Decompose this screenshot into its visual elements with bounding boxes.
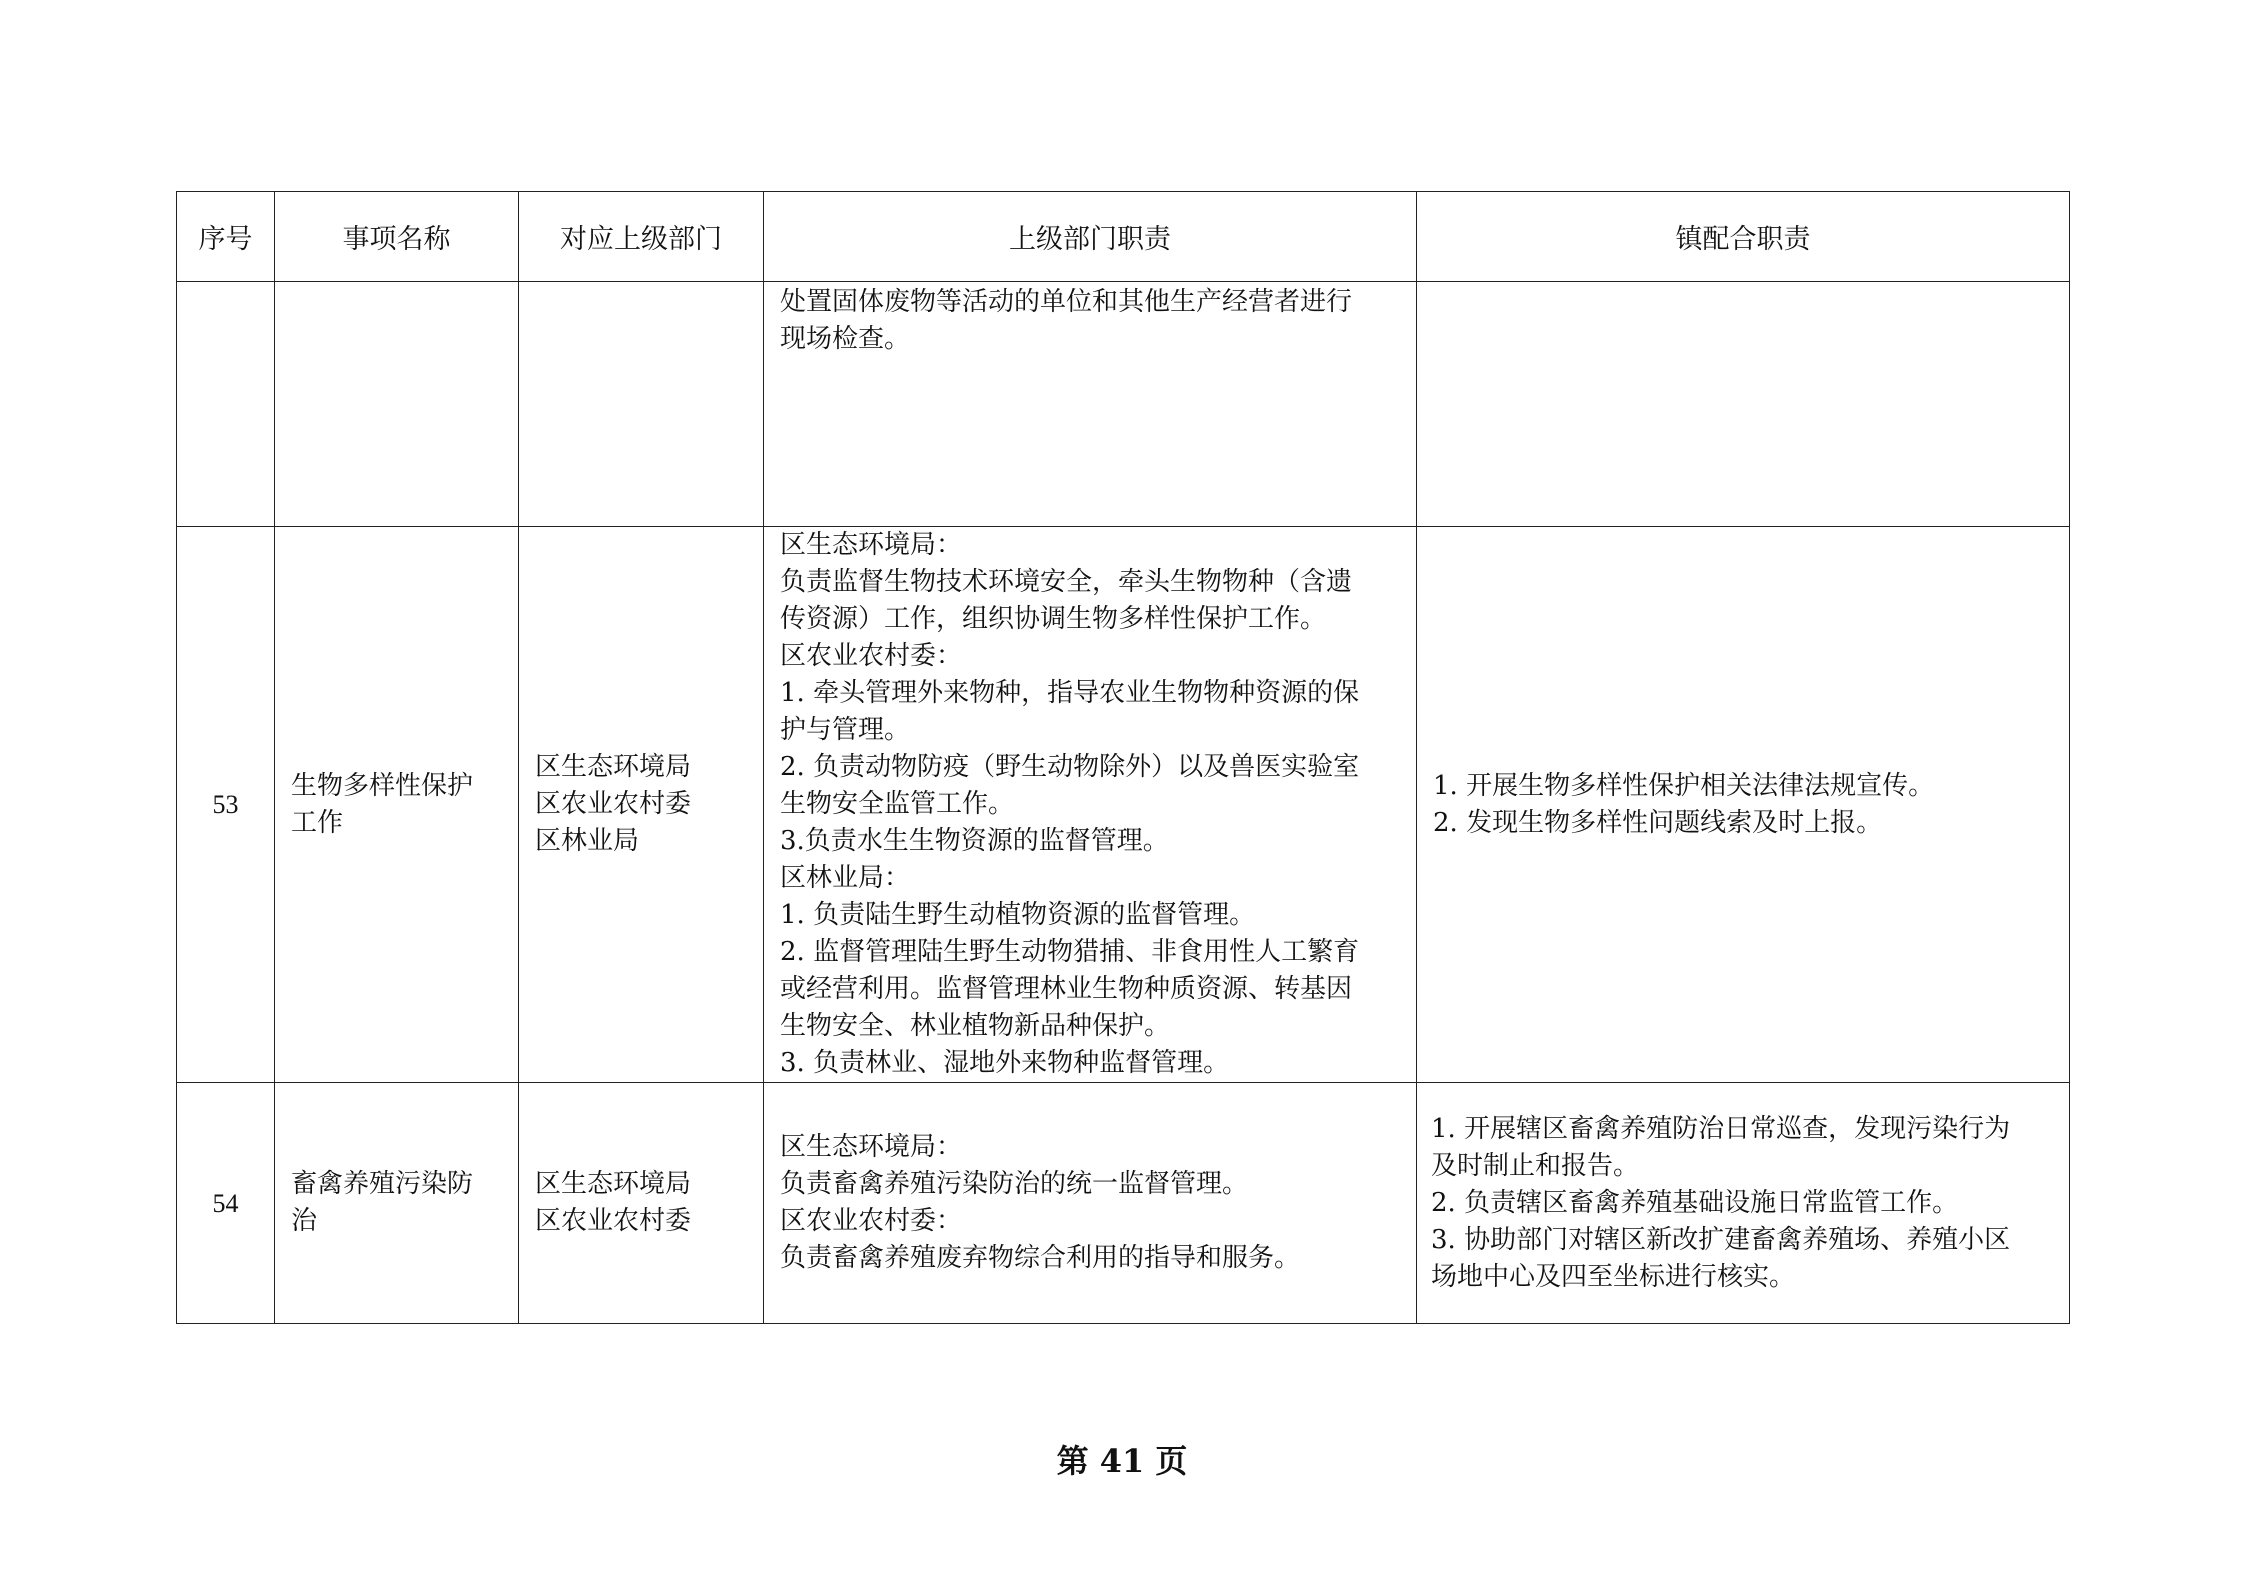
duty-line: 区生态环境局： (780, 1132, 963, 1162)
duty-line: 现场检查。 (780, 324, 911, 354)
town-duty-line: 1. 开展辖区畜禽养殖防治日常巡查，发现污染行为 (1431, 1113, 2011, 1144)
town-duty-line: 2. 负责辖区畜禽养殖基础设施日常监管工作。 (1431, 1187, 1959, 1218)
department-line: 区生态环境局 (535, 752, 692, 782)
header-item-name: 事项名称 (275, 192, 519, 282)
row-department-duties (764, 527, 1417, 1083)
town-duty-line: 场地中心及四至坐标进行核实。 (1431, 1261, 1796, 1292)
item-name-line: 畜禽养殖污染防 (291, 1169, 474, 1199)
item-name-line: 治 (291, 1206, 318, 1236)
row-number: 53 (177, 527, 275, 1083)
table-row (177, 282, 2070, 527)
row-department-duties (764, 282, 1417, 527)
table-header-row (177, 192, 2070, 282)
row-department-duties (764, 1083, 1417, 1324)
row-item-name (275, 282, 519, 527)
duty-line: 生物安全、林业植物新品种保护。 (780, 1011, 1171, 1041)
table-row (177, 1083, 2070, 1324)
item-name-line: 生物多样性保护 (291, 770, 474, 801)
row-town-duties (1417, 527, 2070, 1083)
page-number: 第 41 页 (1056, 1442, 1188, 1480)
row-number (177, 282, 275, 527)
duty-line: 处置固体废物等活动的单位和其他生产经营者进行 (780, 287, 1353, 317)
duty-line: 负责畜禽养殖废弃物综合利用的指导和服务。 (780, 1243, 1301, 1273)
header-town-duties: 镇配合职责 (1417, 192, 2070, 282)
department-line: 区林业局 (535, 826, 640, 856)
row-departments (519, 282, 764, 527)
duty-line: 区生态环境局： (780, 530, 963, 560)
town-duty-line: 3. 协助部门对辖区新改扩建畜禽养殖场、养殖小区 (1431, 1224, 2011, 1255)
duty-line: 区农业农村委： (780, 1206, 963, 1236)
department-line: 区生态环境局 (535, 1169, 692, 1199)
duty-line: 或经营利用。监督管理林业生物种质资源、转基因 (780, 974, 1353, 1004)
department-line: 区农业农村委 (535, 1206, 692, 1236)
row-item-name (275, 527, 519, 1083)
table-row (177, 527, 2070, 1083)
duty-line: 负责畜禽养殖污染防治的统一监督管理。 (780, 1169, 1249, 1199)
responsibility-table (176, 191, 2070, 1324)
row-town-duties (1417, 282, 2070, 527)
header-superior-department: 对应上级部门 (519, 192, 764, 282)
duty-line: 传资源）工作，组织协调生物多样性保护工作。 (780, 604, 1327, 634)
row-item-name (275, 1083, 519, 1324)
duty-line: 2. 负责动物防疫（野生动物除外）以及兽医实验室 (780, 752, 1360, 782)
duty-line: 3.负责水生生物资源的监督管理。 (780, 826, 1169, 856)
town-duty-line: 及时制止和报告。 (1431, 1150, 1640, 1181)
header-serial-number: 序号 (177, 192, 275, 282)
town-duty-line: 1. 开展生物多样性保护相关法律法规宣传。 (1433, 770, 1935, 801)
row-number: 54 (177, 1083, 275, 1324)
town-duty-line: 2. 发现生物多样性问题线索及时上报。 (1433, 807, 1883, 838)
duty-line: 区农业农村委： (780, 641, 963, 671)
item-name-line: 工作 (291, 807, 344, 838)
duty-line: 区林业局： (780, 863, 911, 893)
duty-line: 1. 负责陆生野生动植物资源的监督管理。 (780, 900, 1256, 930)
duty-line: 2. 监督管理陆生野生动物猎捕、非食用性人工繁育 (780, 937, 1360, 967)
row-departments (519, 1083, 764, 1324)
row-departments (519, 527, 764, 1083)
duty-line: 1. 牵头管理外来物种，指导农业生物物种资源的保 (780, 678, 1360, 708)
row-town-duties (1417, 1083, 2070, 1324)
duty-line: 3. 负责林业、湿地外来物种监督管理。 (780, 1048, 1230, 1078)
duty-line: 生物安全监管工作。 (780, 789, 1015, 819)
duty-line: 负责监督生物技术环境安全，牵头生物物种（含遗 (780, 567, 1353, 597)
department-line: 区农业农村委 (535, 789, 692, 819)
duty-line: 护与管理。 (780, 715, 911, 745)
header-department-duties: 上级部门职责 (764, 192, 1417, 282)
